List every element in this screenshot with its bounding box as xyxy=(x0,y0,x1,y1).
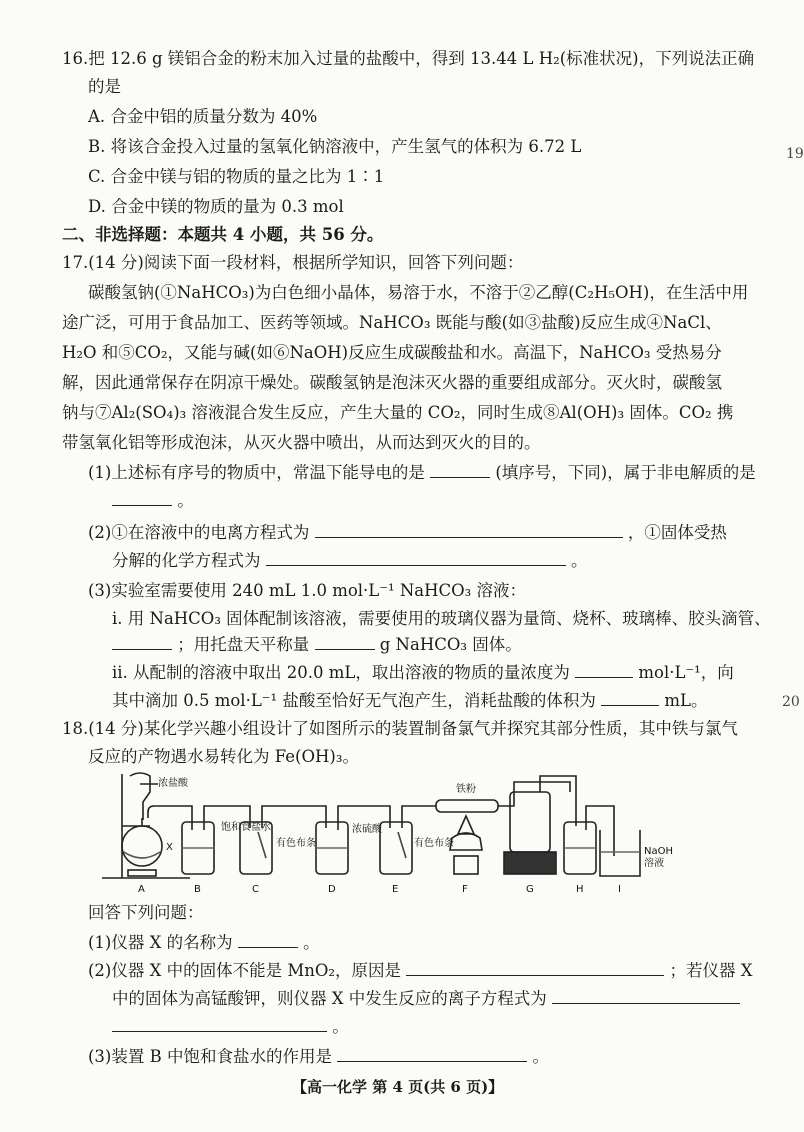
bottle-e xyxy=(380,822,412,874)
flask-x xyxy=(122,826,162,866)
flame-f xyxy=(458,816,474,834)
label-solution: 溶液 xyxy=(644,858,664,869)
q17-passage-3: H₂O 和⑤CO₂，又能与碱(如⑥NaOH)反应生成碳酸盐和水。高温下，NaHCO₃ 受热易分 xyxy=(62,343,722,362)
q17-passage-6: 带氢氧化铝等形成泡沫，从灭火器中喷出，从而达到灭火的目的。 xyxy=(62,433,541,452)
side-mark-19: 19 xyxy=(786,146,804,162)
q17-p3i-blank-glassware[interactable] xyxy=(112,635,172,650)
q18-p1-text-a: (1)仪器 X 的名称为 xyxy=(88,933,233,952)
q16-stem-line2: 的是 xyxy=(88,77,121,96)
q17-passage-1: 碳酸氢钠(①NaHCO₃)为白色细小晶体，易溶于水，不溶于②乙醇(C₂H₅OH)，在生活中用 xyxy=(88,283,749,302)
q17-passage-5: 钠与⑦Al₂(SO₄)₃ 溶液混合发生反应，产生大量的 CO₂，同时生成⑧Al(OH)₃ 固体。CO₂ 携 xyxy=(62,403,734,422)
q17-p3ii-text-c: 其中滴加 0.5 mol·L⁻¹ 盐酸至恰好无气泡产生，消耗盐酸的体积为 xyxy=(112,691,596,710)
q17-p1-text-c: 。 xyxy=(177,491,194,510)
q17-p3ii-blank-volume[interactable] xyxy=(601,691,659,706)
letter-a: A xyxy=(138,884,145,895)
q17-p3ii-blank-concentration[interactable] xyxy=(575,663,633,678)
q18-p3-blank-purpose[interactable] xyxy=(337,1047,527,1062)
q17-p2-text-b: ，①固体受热 xyxy=(627,523,727,542)
q18-part1 xyxy=(88,932,320,954)
label-conc-h2so4: 浓硫酸 xyxy=(352,824,382,835)
page-footer: 【高一化学 第 4 页(共 6 页)】 xyxy=(292,1078,504,1096)
letter-d: D xyxy=(328,884,336,895)
letter-i: I xyxy=(618,884,621,895)
q17-part3-i-line1: ⅰ. 用 NaHCO₃ 固体配制该溶液，需要使用的玻璃仪器为量筒、烧杯、玻璃棒、胶头滴管、 xyxy=(112,609,771,628)
q18-part2-line3 xyxy=(112,1016,349,1038)
q18-p3-text-b: 。 xyxy=(532,1047,549,1066)
q17-p2-blank-ionization[interactable] xyxy=(315,523,623,538)
burner-f xyxy=(450,833,482,850)
q18-p2-text-c: 中的固体为高锰酸钾，则仪器 X 中发生反应的离子方程式为 xyxy=(112,989,547,1008)
side-mark-20: 20 xyxy=(782,694,800,710)
letter-f: F xyxy=(462,884,468,895)
burner-a xyxy=(128,870,156,876)
q17-p2-text-c: 分解的化学方程式为 xyxy=(112,551,261,570)
beaker-i xyxy=(600,830,640,876)
q17-part2-line2 xyxy=(112,550,588,572)
q18-p1-text-b: 。 xyxy=(303,933,320,952)
section2-title: 二、非选择题：本题共 4 小题，共 56 分。 xyxy=(62,225,384,244)
glass-tube-f xyxy=(436,800,498,812)
q16-option-c: C. 合金中镁与铝的物质的量之比为 1∶1 xyxy=(88,167,385,186)
q18-head-line2: 反应的产物遇水易转化为 Fe(OH)₃。 xyxy=(88,747,359,766)
q17-p3ii-text-b: mol·L⁻¹，向 xyxy=(638,663,734,682)
q17-p3ii-text-a: ⅱ. 从配制的溶液中取出 20.0 mL，取出溶液的物质的量浓度为 xyxy=(112,663,570,682)
q16-option-d: D. 合金中镁的物质的量为 0.3 mol xyxy=(88,197,344,216)
q16-option-a: A. 合金中铝的质量分数为 40% xyxy=(88,107,318,126)
q16-option-b: B. 将该合金投入过量的氢氧化钠溶液中，产生氢气的体积为 6.72 L xyxy=(88,137,582,156)
q17-p3i-text-b: ；用托盘天平称量 xyxy=(177,635,310,654)
bottle-g xyxy=(510,792,550,852)
stand-f xyxy=(454,856,478,874)
q18-answer-prompt: 回答下列问题： xyxy=(88,903,204,922)
label-x: X xyxy=(166,842,173,853)
q17-p1-blank-conductive[interactable] xyxy=(430,463,490,478)
q17-passage-2: 途广泛，可用于食品加工、医药等领域。NaHCO₃ 既能与酸(如③盐酸)反应生成④NaCl、 xyxy=(62,313,722,332)
separatory-funnel xyxy=(130,773,150,820)
label-cloth-1: 有色布条 xyxy=(276,838,316,849)
q17-head: 17.(14 分)阅读下面一段材料，根据所学知识，回答下列问题： xyxy=(62,253,524,272)
q18-p2-blank-equation[interactable] xyxy=(552,989,740,1004)
q16-stem-line1: 16.把 12.6 g 镁铝合金的粉末加入过量的盐酸中，得到 13.44 L H₂(标准状况)，下列说法正确 xyxy=(62,49,755,68)
q17-p1-text-a: (1)上述标有序号的物质中，常温下能导电的是 xyxy=(88,463,425,482)
q18-p2-text-d: 。 xyxy=(332,1017,349,1036)
q17-part3-ii-line1 xyxy=(112,662,734,684)
cloth-e xyxy=(398,832,406,858)
letter-h: H xyxy=(576,884,584,895)
label-iron-powder: 铁粉 xyxy=(456,784,476,795)
q17-passage-4: 解，因此通常保存在阴凉干燥处。碳酸氢钠是泡沫灭火器的重要组成部分。灭火时，碳酸氢 xyxy=(62,373,722,392)
cloth-c xyxy=(258,832,266,858)
letter-c: C xyxy=(252,884,259,895)
q17-part1-line1 xyxy=(88,462,756,484)
q18-p2-text-b: ；若仪器 X xyxy=(669,961,753,980)
q17-p3ii-text-d: mL。 xyxy=(664,691,708,710)
q18-p2-blank-reason[interactable] xyxy=(406,961,664,976)
q17-p2-text-a: (2)①在溶液中的电离方程式为 xyxy=(88,523,310,542)
q18-p3-text-a: (3)装置 B 中饱和食盐水的作用是 xyxy=(88,1047,332,1066)
ice-block-g xyxy=(504,852,556,874)
q17-part3-i-line2 xyxy=(112,634,522,656)
q18-part3 xyxy=(88,1046,549,1068)
apparatus-diagram xyxy=(100,772,700,900)
q17-part3-head: (3)实验室需要使用 240 mL 1.0 mol·L⁻¹ NaHCO₃ 溶液： xyxy=(88,581,526,600)
q18-head-line1: 18.(14 分)某化学兴趣小组设计了如图所示的装置制备氯气并探究其部分性质，其中铁与氯气 xyxy=(62,719,738,738)
q18-p1-blank-instrument[interactable] xyxy=(238,933,298,948)
q17-part1-line2 xyxy=(112,490,194,512)
q18-p2-text-a: (2)仪器 X 中的固体不能是 MnO₂，原因是 xyxy=(88,961,402,980)
q17-part2-line1 xyxy=(88,522,727,544)
flask-liquid xyxy=(124,852,160,858)
q17-p2-text-d: 。 xyxy=(571,551,588,570)
q17-p3i-blank-mass[interactable] xyxy=(315,635,375,650)
letter-g: G xyxy=(526,884,534,895)
q17-p3i-text-c: g NaHCO₃ 固体。 xyxy=(379,635,522,654)
q17-p2-blank-decomposition[interactable] xyxy=(266,551,566,566)
label-naoh: NaOH xyxy=(644,846,673,857)
q17-p1-blank-nonelectrolyte[interactable] xyxy=(112,491,172,506)
label-cloth-2: 有色布条 xyxy=(414,838,454,849)
q18-p2-blank-equation-cont[interactable] xyxy=(112,1017,327,1032)
q17-p1-text-b: (填序号，下同)，属于非电解质的是 xyxy=(495,463,756,482)
q18-part2-line1 xyxy=(88,960,753,982)
label-conc-hcl: 浓盐酸 xyxy=(158,778,188,789)
q17-part3-ii-line2 xyxy=(112,690,707,712)
letter-e: E xyxy=(392,884,399,895)
letter-b: B xyxy=(194,884,201,895)
label-sat-nacl: 饱和食盐水 xyxy=(221,822,271,833)
q18-part2-line2 xyxy=(112,988,740,1010)
